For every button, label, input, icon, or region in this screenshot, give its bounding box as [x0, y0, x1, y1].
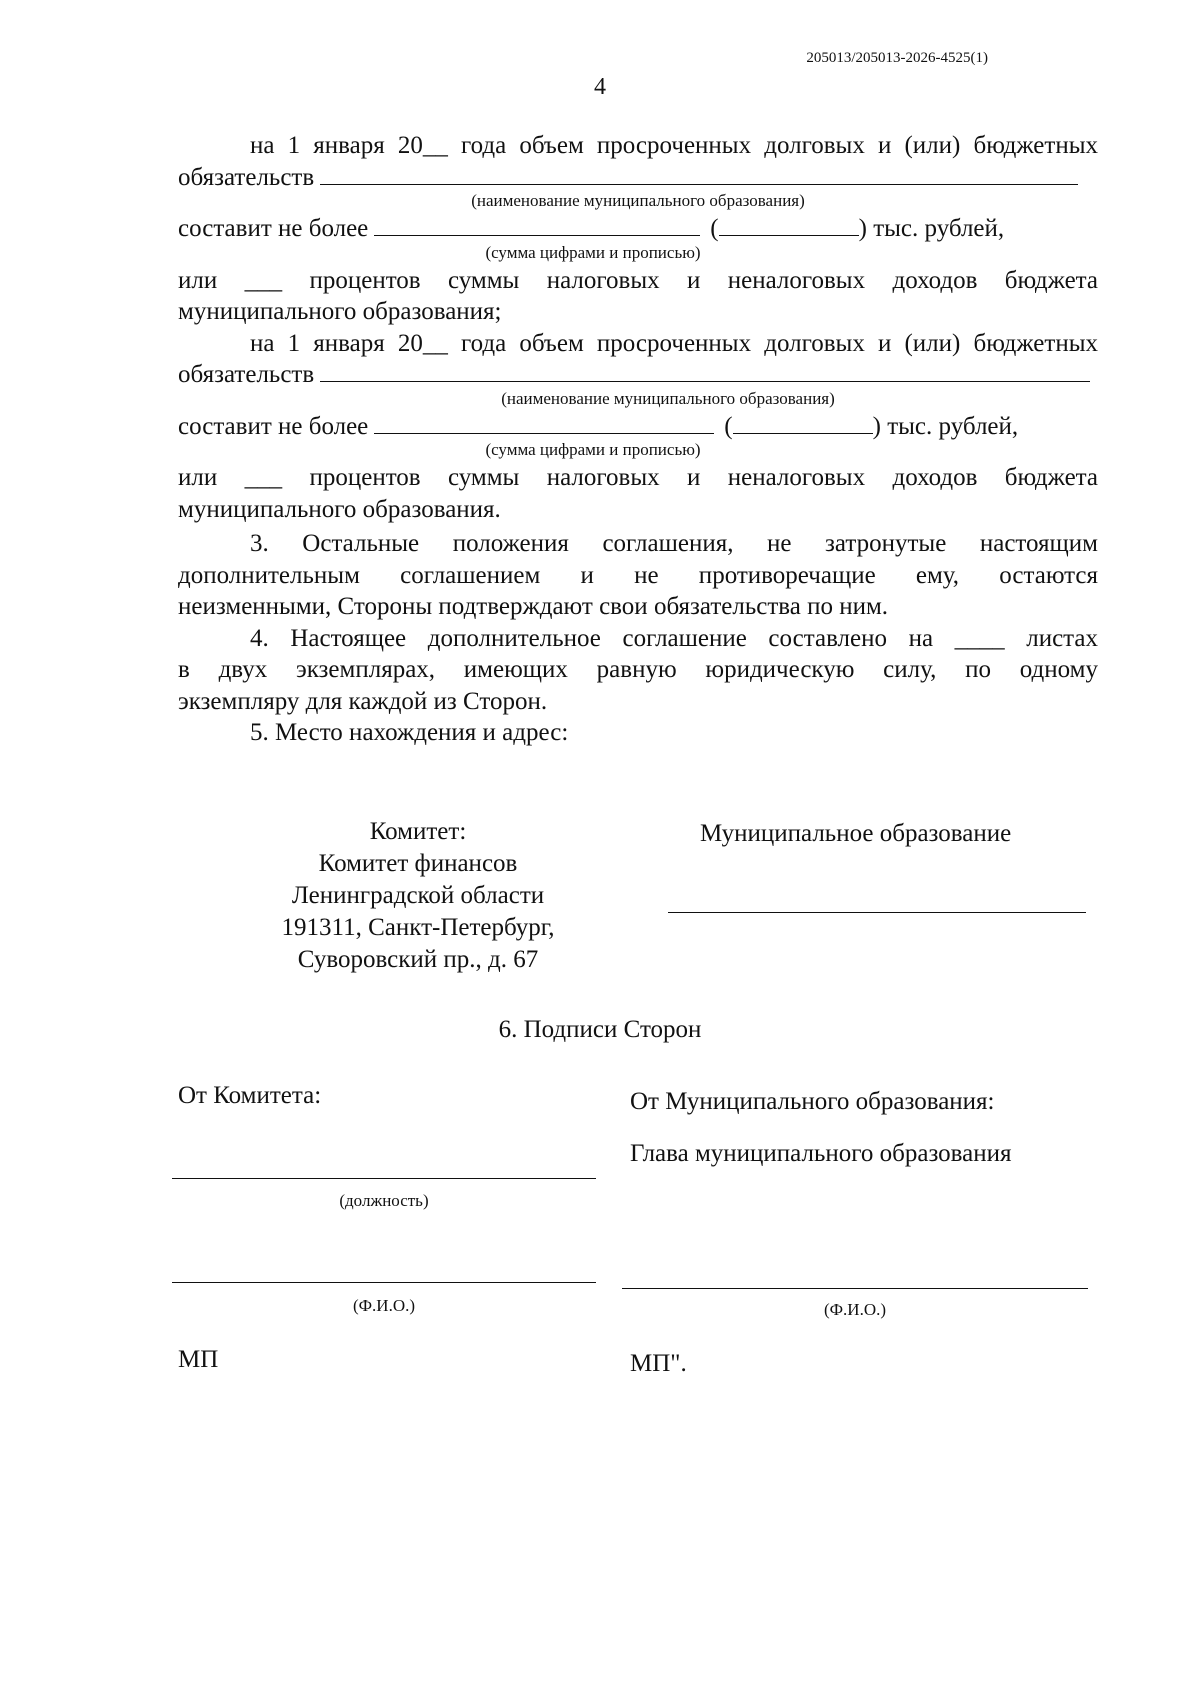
- block1-amount-hint: (сумма цифрами и прописью): [485, 242, 701, 262]
- committee-position-hint: (должность): [339, 1191, 429, 1210]
- block2-percent-line: или ___ процентов суммы налоговых и неналоговых доходов бюджета: [178, 464, 1098, 491]
- block2-amount-blank[interactable]: [374, 413, 714, 434]
- document-number: 205013/205013-2026-4525(1): [806, 50, 988, 66]
- block2-amount-hint: (сумма цифрами и прописью): [485, 440, 701, 459]
- block2-amount-prefix: составит не более: [178, 412, 369, 440]
- municipality-seal-mark: МП".: [630, 1350, 687, 1377]
- block2-obligations-row: [178, 359, 1098, 391]
- committee-address-block: [208, 816, 628, 976]
- clause4-line2: в двух экземплярах, имеющих равную юридическую силу, по одному: [178, 656, 1098, 683]
- municipality-head-title: Глава муниципального образования: [630, 1140, 1012, 1167]
- block2-municipality-hint: (наименование муниципального образования): [501, 388, 835, 408]
- block2-line1: на 1 января 20__ года объем просроченных долговых и (или) бюджетных: [250, 329, 1098, 357]
- block1-amount-blank[interactable]: [374, 215, 700, 236]
- block1-end-line: муниципального образования;: [178, 298, 502, 325]
- from-municipality-label: От Муниципального образования:: [630, 1088, 995, 1115]
- committee-seal-mark: МП: [178, 1346, 219, 1373]
- clause5: 5. Место нахождения и адрес:: [250, 719, 569, 746]
- committee-label: Комитет:: [369, 818, 467, 845]
- committee-address-line1: 191311, Санкт-Петербург,: [281, 914, 555, 941]
- municipality-fio-blank[interactable]: [622, 1288, 1088, 1289]
- page-number: 4: [594, 74, 606, 100]
- committee-fio-hint: (Ф.И.О.): [352, 1296, 416, 1315]
- block1-amount-row: составит не более ( ) тыс. рублей,: [178, 213, 1098, 245]
- clause3-line1: 3. Остальные положения соглашения, не затронутые настоящим: [250, 530, 1098, 557]
- block1-obligations-row: [178, 162, 1098, 194]
- committee-fio-blank[interactable]: [172, 1282, 596, 1283]
- committee-address-line2: Суворовский пр., д. 67: [297, 946, 539, 973]
- clause4-line3: экземпляру для каждой из Сторон.: [178, 687, 548, 715]
- clause4-line1: 4. Настоящее дополнительное соглашение составлено на ____ листах: [250, 624, 1098, 652]
- municipality-name-blank[interactable]: [668, 912, 1086, 913]
- block1-municipality-hint: (наименование муниципального образования): [471, 191, 805, 210]
- block1-amount-words-blank[interactable]: [719, 215, 859, 236]
- block1-percent-line: или ___ процентов суммы налоговых и неналоговых доходов бюджета: [178, 266, 1098, 294]
- block2-amount-suffix: ) тыс. рублей,: [872, 412, 1019, 440]
- municipality-label: Муниципальное образование: [700, 820, 1012, 847]
- clause3-line2: дополнительным соглашением и не противоречащие ему, остаются: [178, 561, 1098, 589]
- block2-obligations-label: обязательств: [178, 361, 315, 388]
- signatures-title: 6. Подписи Сторон: [498, 1016, 702, 1043]
- block1-municipality-blank[interactable]: [320, 162, 1078, 185]
- clause3-line3: неизменными, Стороны подтверждают свои обязательства по ним.: [178, 593, 889, 620]
- block2-amount-words-blank[interactable]: [733, 413, 873, 434]
- block1-line1: на 1 января 20__ года объем просроченных долговых и (или) бюджетных: [250, 132, 1098, 159]
- from-committee-label: От Комитета:: [178, 1082, 322, 1109]
- block1-amount-suffix: ) тыс. рублей,: [858, 215, 1005, 242]
- committee-name-line2: Ленинградской области: [291, 882, 545, 909]
- block2-municipality-blank[interactable]: [320, 359, 1090, 382]
- block1-obligations-label: обязательств: [178, 163, 315, 191]
- block1-amount-prefix: составит не более: [178, 215, 369, 242]
- committee-name-line1: Комитет финансов: [318, 850, 518, 877]
- block2-end-line: муниципального образования.: [178, 495, 501, 523]
- municipality-fio-hint: (Ф.И.О.): [823, 1300, 887, 1319]
- committee-position-blank[interactable]: [172, 1178, 596, 1179]
- document-body: [178, 130, 1098, 749]
- block2-amount-row: составит не более ( ) тыс. рублей,: [178, 411, 1098, 443]
